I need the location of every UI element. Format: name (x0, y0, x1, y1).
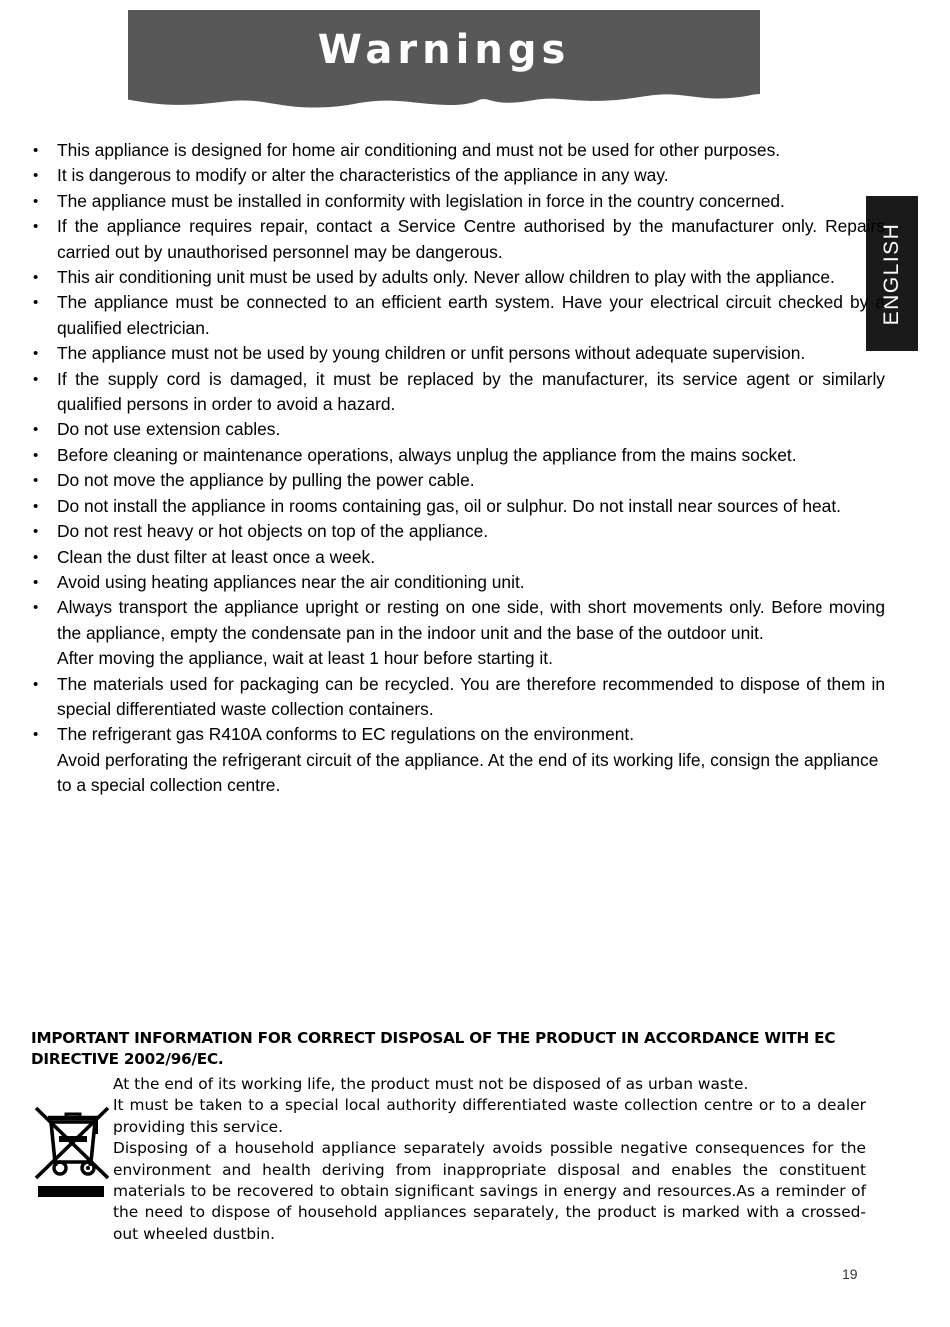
disposal-paragraph-1: At the end of its working life, the product must not be disposed of as urban waste. (113, 1075, 749, 1093)
disposal-paragraph-2: It must be taken to a special local authority differentiated waste collection centre or to a dealer providing this service. (113, 1096, 866, 1136)
warnings-list (30, 138, 885, 799)
warning-item-text: Do not move the appliance by pulling the power cable. (57, 470, 475, 491)
warning-item-text: The materials used for packaging can be recycled. You are therefore recommended to dispose of them in special differentiated waste collection containers. (57, 673, 885, 719)
crossed-out-wheeled-dustbin-icon (34, 1100, 112, 1200)
warning-item (30, 468, 885, 493)
warning-item (30, 417, 885, 442)
warning-item (30, 189, 885, 214)
warning-item-text: Before cleaning or maintenance operations, always unplug the appliance from the mains socket. (57, 444, 797, 465)
disposal-paragraph-3: Disposing of a household appliance separately avoids possible negative consequences for the environment and health deriving from inappropriate disposal and enables the constituent materials to be recovered to obtain significant savings in energy and resources.As a reminder of the need to dispose of household appliances separately, the product is marked with a crossed-out wheeled dustbin. (113, 1139, 866, 1243)
warning-item (30, 138, 885, 163)
warning-item-extra-line: Avoid perforating the refrigerant circuit of the appliance. At the end of its working life, consign the appliance to a special collection centre. (57, 749, 879, 796)
warning-item (30, 290, 885, 341)
warning-item-extra-line: After moving the appliance, wait at least 1 hour before starting it. (57, 648, 553, 669)
warning-item (30, 214, 885, 265)
warning-item-text: Do not use extension cables. (57, 419, 281, 440)
warning-item (30, 163, 885, 188)
warning-item (30, 595, 885, 671)
warning-item-text: The appliance must be connected to an efficient earth system. Have your electrical circuit checked by a qualified electrician. (57, 292, 885, 338)
page-number: 19 (842, 1266, 858, 1282)
warning-item (30, 722, 885, 798)
warning-item (30, 265, 885, 290)
warning-item-text: It is dangerous to modify or alter the characteristics of the appliance in any way. (57, 165, 669, 186)
page-title: Warnings (317, 27, 571, 73)
warning-item (30, 443, 885, 468)
warning-item (30, 367, 885, 418)
warning-item (30, 545, 885, 570)
warning-item (30, 519, 885, 544)
warning-item-text: The refrigerant gas R410A conforms to EC regulations on the environment. (57, 724, 635, 745)
disposal-body (31, 1074, 866, 1245)
warning-item (30, 672, 885, 723)
warning-item-text: This air conditioning unit must be used by adults only. Never allow children to play with the appliance. (57, 267, 835, 288)
disposal-paragraphs (113, 1074, 866, 1245)
warning-item-text: Do not install the appliance in rooms containing gas, oil or sulphur. Do not install near sources of heat. (57, 495, 841, 516)
warning-item-text: Clean the dust filter at least once a week. (57, 546, 376, 567)
warnings-banner (128, 10, 760, 110)
language-tab-label: ENGLISH (880, 222, 903, 325)
warning-item (30, 494, 885, 519)
warning-item-text: Avoid using heating appliances near the air conditioning unit. (57, 571, 525, 592)
disposal-heading: IMPORTANT INFORMATION FOR CORRECT DISPOSAL OF THE PRODUCT IN ACCORDANCE WITH EC DIRECTIVE 2002/96/EC. (31, 1029, 836, 1068)
disposal-information-section (31, 1028, 866, 1245)
warning-item-text: If the supply cord is damaged, it must be replaced by the manufacturer, its service agent or similarly qualified persons in order to avoid a hazard. (57, 368, 885, 415)
warning-item-text: The appliance must be installed in conformity with legislation in force in the country concerned. (57, 190, 785, 211)
warning-item-text: The appliance must not be used by young children or unfit persons without adequate supervision. (57, 343, 806, 364)
warning-item-text: This appliance is designed for home air conditioning and must not be used for other purposes. (57, 140, 781, 160)
warning-item (30, 341, 885, 366)
warning-item-text: Always transport the appliance upright or resting on one side, with short movements only. Before moving the appliance, empty the condensate pan in the indoor unit and the base of the outdoor unit. (57, 597, 885, 643)
warning-item-text: If the appliance requires repair, contact a Service Centre authorised by the manufacturer only. Repairs carried out by unauthorised personnel may be dangerous. (57, 216, 885, 262)
warning-item (30, 570, 885, 595)
warning-item-text: Do not rest heavy or hot objects on top of the appliance. (57, 521, 489, 542)
